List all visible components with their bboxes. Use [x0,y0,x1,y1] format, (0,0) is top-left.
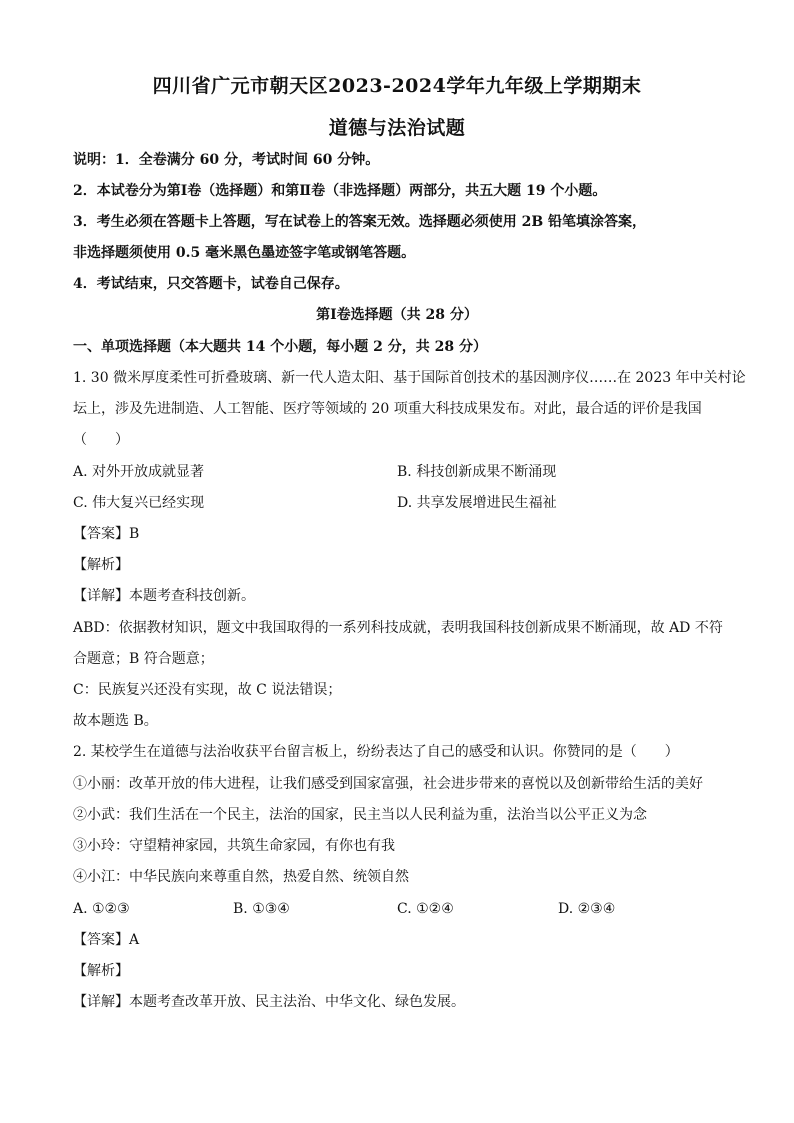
q2-option-b: B. ①③④ [233,901,290,917]
q2-answer: 【答案】A [73,932,140,948]
q2-item: ②小武：我们生活在一个民主，法治的国家，民主当以人民利益为重，法治当以公平正义为念 [73,807,647,823]
q1-option-c: C. 伟大复兴已经实现 [73,495,205,511]
q2-detail: 【详解】本题考查改革开放、民主法治、中华文化、绿色发展。 [73,994,465,1010]
q1-stem-line: 1. 30 微米厚度柔性可折叠玻璃、新一代人造太阳、基于国际首创技术的基因测序仪……在 2023 年中关村论 [73,370,746,386]
q1-analysis-label: 【解析】 [73,557,129,573]
q2-item: ③小玲：守望精神家园，共筑生命家园，有你也有我 [73,838,395,854]
instruction-line: 3．考生必须在答题卡上答题，写在试卷上的答案无效。选择题必须使用 2B 铅笔填涂答案， [73,214,647,230]
q1-explain-line: 合题意；B 符合题意； [73,651,214,667]
q2-item: ①小丽：改革开放的伟大进程，让我们感受到国家富强，社会进步带来的喜悦以及创新带给生活的美好 [73,776,703,792]
q1-stem-line: 坛上，涉及先进制造、人工智能、医疗等领域的 20 项重大科技成果发布。对此，最合适的评价是我国 [73,401,702,417]
instruction-line: 4．考试结束，只交答题卡，试卷自己保存。 [73,276,349,292]
q2-option-a: A. ①②③ [73,901,130,917]
q1-detail: 【详解】本题考查科技创新。 [73,588,255,604]
q2-stem: 2. 某校学生在道德与法治收获平台留言板上，纷纷表达了自己的感受和认识。你赞同的是（ ） [73,744,679,760]
part-title: 一、单项选择题（本大题共 14 个小题，每小题 2 分，共 28 分） [73,339,487,355]
instruction-line: 说明：1．全卷满分 60 分，考试时间 60 分钟。 [73,152,380,168]
q1-answer: 【答案】B [73,526,140,542]
q1-option-a: A. 对外开放成就显著 [73,464,205,480]
section-title: 第Ⅰ卷选择题（共 28 分） [316,307,478,323]
q1-explain-line: 故本题选 B。 [73,713,158,729]
q2-item: ④小江：中华民族向来尊重自然，热爱自然、统领自然 [73,869,409,885]
instruction-line: 非选择题须使用 0.5 毫米黑色墨迹签字笔或钢笔答题。 [73,245,416,261]
q1-option-b: B. 科技创新成果不断涌现 [397,464,557,480]
q2-analysis-label: 【解析】 [73,963,129,979]
exam-title: 四川省广元市朝天区2023-2024学年九年级上学期期末 [152,75,642,97]
q1-stem-line: （ ） [73,432,129,448]
q1-explain-line: C：民族复兴还没有实现，故 C 说法错误； [73,682,342,698]
q1-explain-line: ABD：依据教材知识，题文中我国取得的一系列科技成就，表明我国科技创新成果不断涌现，故 AD 不符 [73,620,723,636]
q2-option-c: C. ①②④ [397,901,454,917]
q1-option-d: D. 共享发展增进民生福祉 [397,495,557,511]
exam-subtitle: 道德与法治试题 [328,117,466,139]
instruction-line: 2．本试卷分为第Ⅰ卷（选择题）和第Ⅱ卷（非选择题）两部分，共五大题 19 个小题。 [73,183,607,199]
q2-option-d: D. ②③④ [558,901,616,917]
